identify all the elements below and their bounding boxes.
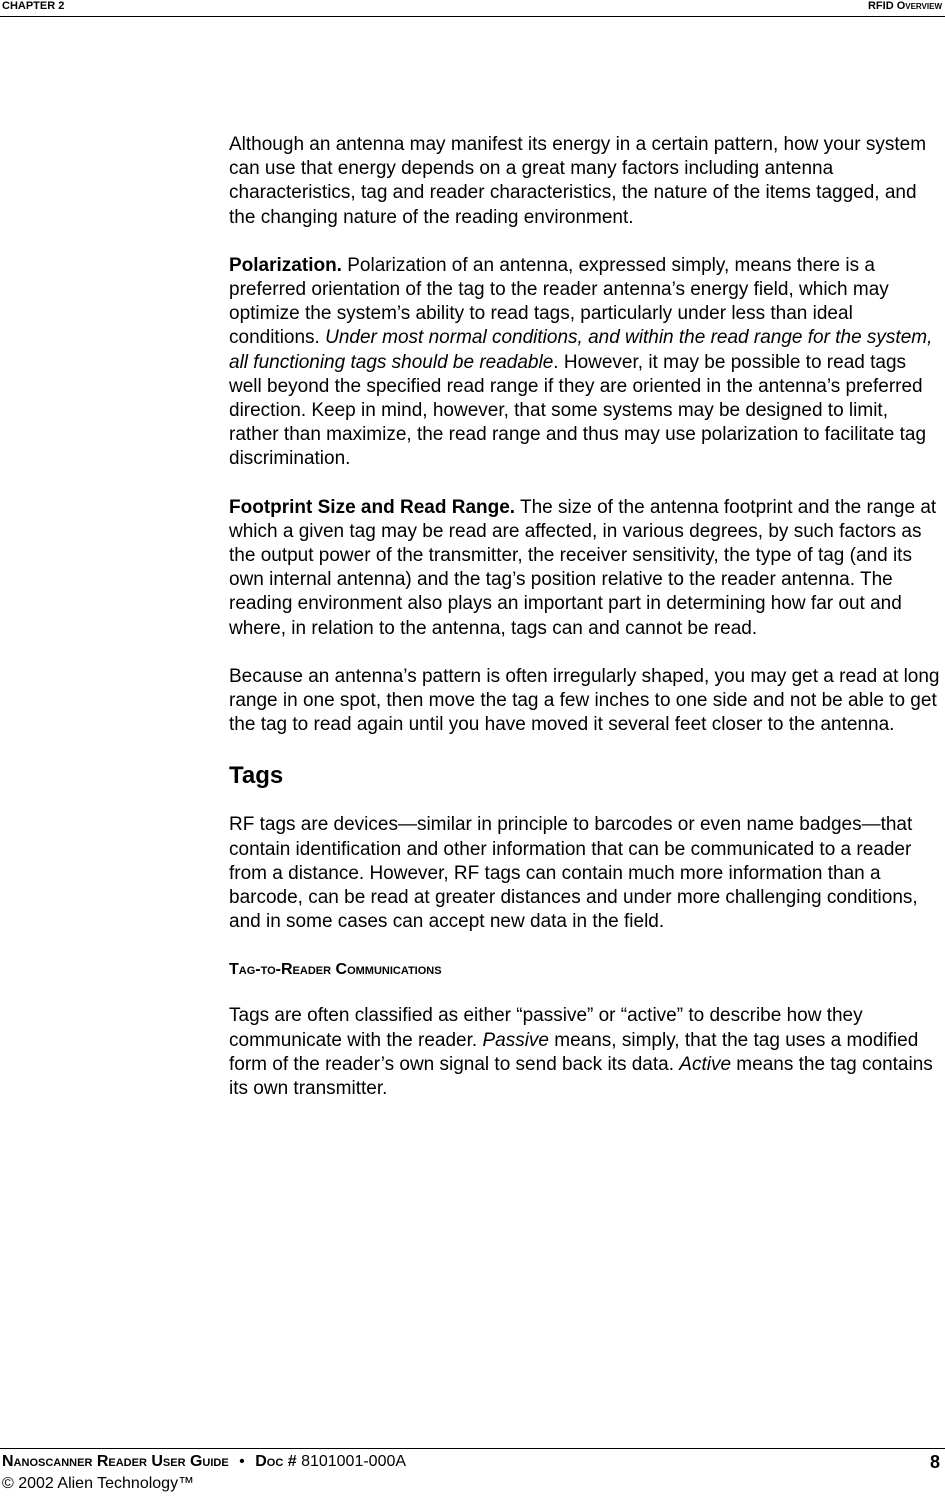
active-term: Active: [679, 1053, 732, 1075]
polarization-term: Polarization.: [229, 254, 342, 276]
page-footer: [2, 1452, 942, 1494]
communications-paragraph: [229, 1004, 941, 1101]
footprint-text: The size of the antenna footprint and the range at which a given tag may be read are affected, in various degrees, by such factors as the output power of the transmitter, the receiver sensitivity, the type of tag (and its own internal antenna) and the tag’s position relative to the reader antenna. The reading environment also plays an important part in determining how far out and where, in relation to the antenna, tags can and cannot be read.: [229, 496, 937, 639]
page-content: [229, 133, 941, 1125]
communications-heading: Tag-to-Reader Communications: [229, 961, 442, 979]
comm-text-1: Tags are often classified as either “passive” or “active” to describe how they communicate with the reader.: [229, 1005, 863, 1051]
page-number: 8: [929, 1452, 940, 1472]
tags-paragraph: RF tags are devices—similar in principle to barcodes or even name badges—that contain identification and other information that can be communicated to a reader from a distance. However, RF tags can contain much more information than a barcode, can be read at greater distances and under more challenging conditions, and in some cases can accept new data in the field.: [229, 814, 918, 933]
pattern-paragraph: Because an antenna’s pattern is often irregularly shaped, you may get a read at long range in one spot, then move the tag a few inches to one side and not be able to get the tag to read again until you have moved it several feet closer to the antenna.: [229, 665, 940, 736]
polarization-text-1: Polarization of an antenna, expressed simply, means there is a preferred orientation of the tag to the reader antenna’s energy field, which may optimize the system’s ability to read tags, particularly under less than ideal conditions.: [229, 254, 889, 349]
header-rule: [0, 16, 945, 17]
footer-rule: [0, 1448, 945, 1449]
guide-title: Nanoscanner Reader User Guide: [2, 1453, 229, 1470]
polarization-text-2: . However, it may be possible to read tags well beyond the specified read range if they are oriented in the antenna’s preferred direction. Keep in mind, however, that some systems may be designed to limit, rather than maximize, the read range and thus may use polarization to facilitate tag discrimination.: [229, 351, 927, 470]
footer-bullet: •: [239, 1453, 245, 1470]
doc-number: 8101001-000A: [301, 1453, 407, 1470]
comm-text-2: means, simply, that the tag uses a modified form of the reader’s own signal to send back its data.: [229, 1029, 919, 1075]
chapter-label: CHAPTER 2: [2, 0, 65, 12]
section-label: RFID Overview: [867, 0, 942, 12]
copyright: © 2002 Alien Technology™: [2, 1475, 195, 1492]
passive-term: Passive: [482, 1029, 549, 1051]
footprint-paragraph: [229, 496, 941, 641]
footprint-term: Footprint Size and Read Range.: [229, 496, 516, 518]
doc-label: Doc #: [255, 1453, 297, 1470]
polarization-emphasis: Under most normal conditions, and within the read range for the system, all functioning tags should be readable: [229, 327, 933, 373]
comm-text-3: means the tag contains its own transmitter.: [229, 1053, 933, 1100]
tags-heading: Tags: [229, 762, 284, 790]
intro-paragraph: Although an antenna may manifest its energy in a certain pattern, how your system can use that energy depends on a great many factors including antenna characteristics, tag and reader characteristics, the nature of the items tagged, and the changing nature of the reading environment.: [229, 134, 927, 228]
polarization-paragraph: [229, 254, 941, 472]
